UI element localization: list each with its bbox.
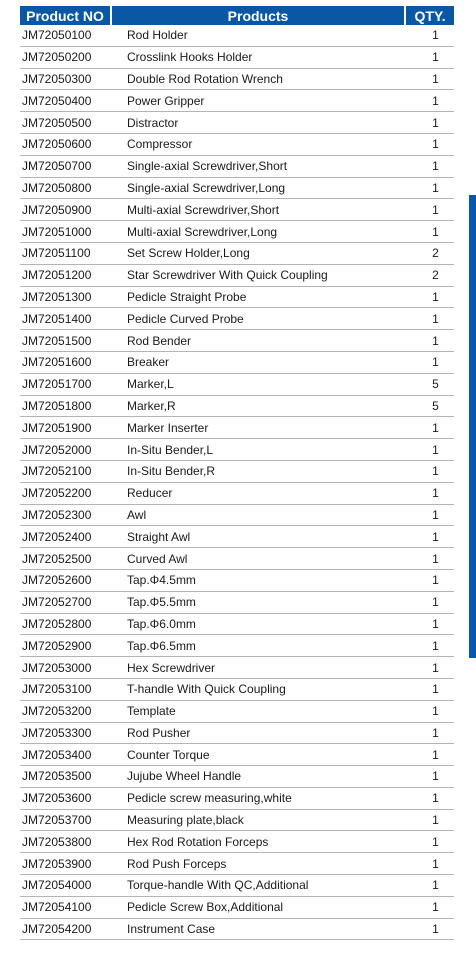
qty-cell: 1: [432, 202, 439, 217]
qty-cell: 1: [432, 878, 439, 893]
product-no-cell: JM72051100: [22, 246, 91, 261]
product-name-cell: Curved Awl: [127, 551, 188, 566]
table-row: [20, 526, 454, 548]
product-name-cell: Rod Pusher: [127, 725, 191, 740]
product-no-cell: JM72052100: [22, 464, 92, 479]
product-no-cell: JM72053600: [22, 791, 92, 806]
product-name-cell: In-Situ Bender,R: [127, 464, 216, 479]
product-name-cell: Jujube Wheel Handle: [127, 769, 242, 784]
table-row: [20, 47, 454, 69]
product-name-cell: Tap.Φ4.5mm: [127, 573, 196, 588]
product-name-cell: Marker,L: [127, 377, 174, 392]
qty-cell: 1: [432, 922, 439, 937]
table-row: [20, 831, 454, 853]
table-row: [20, 90, 454, 112]
table-row: [20, 744, 454, 766]
product-name-cell: Template: [127, 704, 176, 719]
qty-cell: 5: [432, 377, 439, 392]
table-row: [20, 156, 454, 178]
product-name-cell: Single-axial Screwdriver,Short: [127, 159, 288, 174]
table-row: [20, 635, 454, 657]
qty-cell: 1: [432, 900, 439, 915]
instrument-table: [20, 6, 454, 940]
product-no-cell: JM72051200: [22, 268, 92, 283]
table-row: [20, 287, 454, 309]
header-qty: QTY.: [406, 6, 454, 25]
product-no-cell: JM72053700: [22, 813, 92, 828]
product-no-cell: JM72050600: [22, 137, 92, 152]
product-name-cell: Pedicle Screw Box,Additional: [127, 900, 284, 915]
table-row: [20, 396, 454, 418]
qty-cell: 1: [432, 791, 439, 806]
product-name-cell: Breaker: [127, 355, 170, 370]
product-name-cell: Measuring plate,black: [127, 813, 244, 828]
product-name-cell: Pedicle Curved Probe: [127, 311, 244, 326]
product-name-cell: Pedicle screw measuring,white: [127, 791, 292, 806]
product-name-cell: Torque-handle With QC,Additional: [127, 878, 309, 893]
product-no-cell: JM72050400: [22, 93, 92, 108]
qty-cell: 1: [432, 289, 439, 304]
product-no-cell: JM72054000: [22, 878, 92, 893]
product-name-cell: Power Gripper: [127, 93, 205, 108]
table-row: [20, 69, 454, 91]
product-no-cell: JM72053500: [22, 769, 92, 784]
product-no-cell: JM72051300: [22, 289, 92, 304]
product-name-cell: Straight Awl: [127, 529, 191, 544]
qty-cell: 1: [432, 856, 439, 871]
header-product-no: Product NO: [20, 6, 110, 25]
qty-cell: 1: [432, 660, 439, 675]
qty-cell: 1: [432, 333, 439, 348]
qty-cell: 1: [432, 180, 439, 195]
product-name-cell: Tap.Φ6.5mm: [127, 638, 196, 653]
product-no-cell: JM72054100: [22, 900, 92, 915]
table-row: [20, 570, 454, 592]
product-name-cell: Compressor: [127, 137, 193, 152]
product-no-cell: JM72050300: [22, 71, 92, 86]
qty-cell: 1: [432, 747, 439, 762]
product-no-cell: JM72051400: [22, 311, 92, 326]
product-name-cell: Single-axial Screwdriver,Long: [127, 180, 286, 195]
product-name-cell: In-Situ Bender,L: [127, 442, 214, 457]
product-no-cell: JM72050800: [22, 180, 92, 195]
table-row: [20, 265, 454, 287]
table-row: [20, 374, 454, 396]
product-no-cell: JM72050200: [22, 50, 92, 65]
table-row: [20, 897, 454, 919]
product-no-cell: JM72050900: [22, 202, 92, 217]
table-row: [20, 25, 454, 47]
product-no-cell: JM72053000: [22, 660, 92, 675]
table-row: [20, 308, 454, 330]
table-row: [20, 178, 454, 200]
qty-cell: 1: [432, 704, 439, 719]
header-products: Products: [112, 6, 404, 25]
product-name-cell: Instrument Case: [127, 922, 216, 937]
product-name-cell: Counter Torque: [127, 747, 210, 762]
product-name-cell: Hex Rod Rotation Forceps: [127, 834, 269, 849]
product-name-cell: Crosslink Hooks Holder: [127, 50, 253, 65]
side-accent-bar: [469, 195, 476, 658]
qty-cell: 1: [432, 507, 439, 522]
table-row: [20, 548, 454, 570]
product-name-cell: Marker Inserter: [127, 420, 209, 435]
qty-cell: 5: [432, 398, 439, 413]
table-row: [20, 505, 454, 527]
qty-cell: 1: [432, 595, 439, 610]
product-name-cell: Awl: [127, 507, 147, 522]
product-no-cell: JM72053100: [22, 682, 92, 697]
product-name-cell: Set Screw Holder,Long: [127, 246, 250, 261]
product-no-cell: JM72053200: [22, 704, 92, 719]
table-row: [20, 199, 454, 221]
table-row: [20, 483, 454, 505]
table-row: [20, 679, 454, 701]
product-name-cell: Marker,R: [127, 398, 176, 413]
product-name-cell: Tap.Φ5.5mm: [127, 595, 196, 610]
qty-cell: 1: [432, 682, 439, 697]
table-row: [20, 134, 454, 156]
table-row: [20, 701, 454, 723]
table-row: [20, 417, 454, 439]
product-no-cell: JM72052000: [22, 442, 92, 457]
product-no-cell: JM72051000: [22, 224, 92, 239]
product-name-cell: Pedicle Straight Probe: [127, 289, 247, 304]
table-row: [20, 614, 454, 636]
qty-cell: 1: [432, 616, 439, 631]
product-name-cell: Rod Bender: [127, 333, 192, 348]
qty-cell: 1: [432, 834, 439, 849]
table-row: [20, 810, 454, 832]
qty-cell: 1: [432, 769, 439, 784]
qty-cell: 1: [432, 93, 439, 108]
product-no-cell: JM72052300: [22, 507, 92, 522]
qty-cell: 1: [432, 529, 439, 544]
qty-cell: 1: [432, 159, 439, 174]
product-name-cell: Tap.Φ6.0mm: [127, 616, 196, 631]
product-name-cell: Reducer: [127, 486, 173, 501]
product-no-cell: JM72051500: [22, 333, 92, 348]
qty-cell: 2: [432, 268, 439, 283]
qty-cell: 1: [432, 115, 439, 130]
qty-cell: 1: [432, 486, 439, 501]
table-row: [20, 243, 454, 265]
product-no-cell: JM72050500: [22, 115, 92, 130]
product-name-cell: Double Rod Rotation Wrench: [127, 71, 283, 86]
table-row: [20, 657, 454, 679]
product-no-cell: JM72053800: [22, 834, 92, 849]
product-no-cell: JM72052400: [22, 529, 92, 544]
product-no-cell: JM72051900: [22, 420, 92, 435]
table-row: [20, 461, 454, 483]
qty-cell: 1: [432, 28, 439, 43]
product-no-cell: JM72052800: [22, 616, 92, 631]
qty-cell: 1: [432, 420, 439, 435]
table-row: [20, 788, 454, 810]
table-row: [20, 592, 454, 614]
product-no-cell: JM72050700: [22, 159, 92, 174]
product-name-cell: Rod Holder: [127, 28, 188, 43]
product-no-cell: JM72053300: [22, 725, 92, 740]
product-no-cell: JM72053900: [22, 856, 92, 871]
qty-cell: 2: [432, 246, 439, 261]
table-row: [20, 112, 454, 134]
product-no-cell: JM72052600: [22, 573, 92, 588]
qty-cell: 1: [432, 137, 439, 152]
table-row: [20, 221, 454, 243]
qty-cell: 1: [432, 725, 439, 740]
product-name-cell: Distractor: [127, 115, 179, 130]
product-no-cell: JM72051700: [22, 377, 92, 392]
product-no-cell: JM72052500: [22, 551, 92, 566]
product-no-cell: JM72052200: [22, 486, 92, 501]
product-no-cell: JM72050100: [22, 28, 92, 43]
table-header: [20, 6, 454, 25]
qty-cell: 1: [432, 71, 439, 86]
table-row: [20, 352, 454, 374]
qty-cell: 1: [432, 551, 439, 566]
table-body: [20, 25, 454, 940]
table-row: [20, 919, 454, 941]
table-row: [20, 766, 454, 788]
product-no-cell: JM72054200: [22, 922, 92, 937]
product-name-cell: Rod Push Forceps: [127, 856, 227, 871]
product-no-cell: JM72052700: [22, 595, 92, 610]
product-name-cell: Hex Screwdriver: [127, 660, 216, 675]
product-name-cell: Multi-axial Screwdriver,Short: [127, 202, 280, 217]
product-name-cell: Multi-axial Screwdriver,Long: [127, 224, 278, 239]
table-row: [20, 439, 454, 461]
table-row: [20, 723, 454, 745]
product-name-cell: Star Screwdriver With Quick Coupling: [127, 268, 328, 283]
product-no-cell: JM72052900: [22, 638, 92, 653]
product-name-cell: T-handle With Quick Coupling: [127, 682, 286, 697]
table-row: [20, 875, 454, 897]
qty-cell: 1: [432, 573, 439, 588]
table-row: [20, 330, 454, 352]
qty-cell: 1: [432, 355, 439, 370]
qty-cell: 1: [432, 311, 439, 326]
qty-cell: 1: [432, 50, 439, 65]
qty-cell: 1: [432, 442, 439, 457]
table-row: [20, 853, 454, 875]
qty-cell: 1: [432, 464, 439, 479]
product-no-cell: JM72051600: [22, 355, 92, 370]
product-no-cell: JM72053400: [22, 747, 92, 762]
product-no-cell: JM72051800: [22, 398, 92, 413]
qty-cell: 1: [432, 638, 439, 653]
qty-cell: 1: [432, 224, 439, 239]
qty-cell: 1: [432, 813, 439, 828]
